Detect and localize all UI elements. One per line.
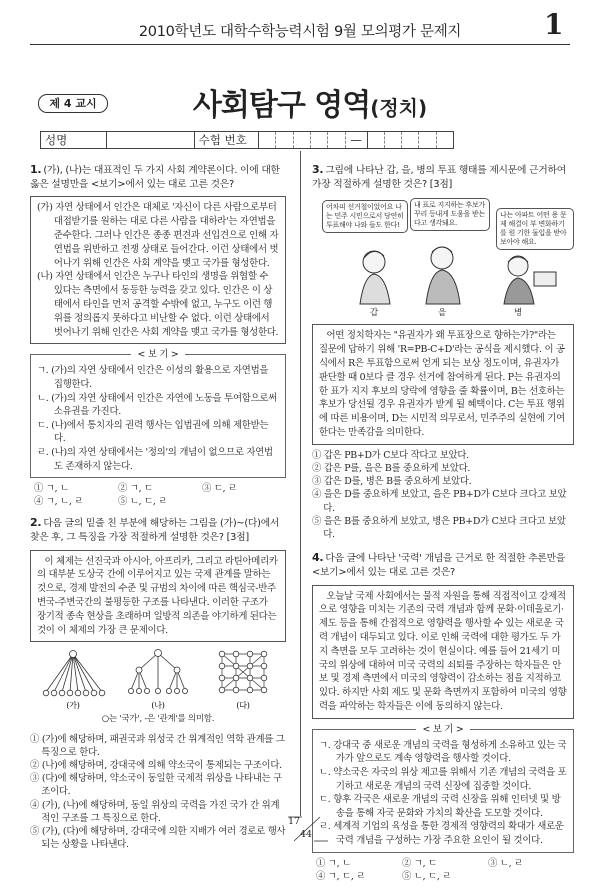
exam-no-digit[interactable]: [294, 132, 311, 148]
question-3-options: [312, 449, 574, 541]
name-label: 성명: [41, 132, 107, 148]
cartoon-figures: [312, 196, 574, 306]
option-3[interactable]: ③ (다)에 해당하며, 약소국이 동일한 국제적 위상을 나타내는 구조이다.: [30, 773, 282, 798]
bogi-item: ㄷ. (나)에서 통치자의 권력 행사는 입법권에 의해 제한받는다.: [37, 419, 269, 445]
exam-no-digit[interactable]: [402, 132, 419, 148]
speech-bubble-byeong: 나는 아파트 어떤 용 문제 해결이 부 변화하기를 원 기한 둘입을 받아 보아야 해요.: [496, 208, 574, 250]
person-gap-label: 갑: [370, 308, 378, 319]
option-5[interactable]: ⑤ (가), (다)에 해당하며, 강대국에 의한 지배가 여러 경로로 행사되는 상황을 나타낸다.: [30, 825, 286, 851]
option-3[interactable]: ③ ㄴ, ㄹ: [488, 857, 523, 869]
question-1-stem: 1. (가), (나)는 대표적인 두 가지 사회 계약론이다. 이에 대한 옳은 설명만을 <보기>에서 있는 대로 고른 것은?: [30, 163, 280, 191]
subject-paren: (정치): [370, 96, 428, 120]
option-4[interactable]: ④ 을은 D를 중요하게 보았고, 을은 PB+D가 C보다 크다고 보았다.: [312, 489, 567, 514]
exam-no-digit[interactable]: [368, 132, 385, 148]
option-2[interactable]: ② ㄱ, ㄷ: [402, 857, 437, 869]
person-byeong-label: 병: [514, 308, 522, 319]
exam-no-digit[interactable]: [385, 132, 402, 148]
bogi-item: ㄱ. 강대국 중 새로운 개념의 국력을 형성하게 소유하고 있는 국가가 앞으로도 계속 영향력을 행사할 것이다.: [319, 739, 567, 765]
question-2-stem: 2. 다음 글의 밑줄 친 부분에 해당하는 그림을 (가)~(다)에서 찾은 후, 그 특징을 가장 적절하게 설명한 것은? [3점]: [30, 516, 280, 544]
option-4[interactable]: ④ (가), (나)에 해당하며, 동일 위상의 국력을 가진 국가 간 위계적인 구조를 그 특징으로 한다.: [30, 799, 280, 824]
question-2-options: [30, 733, 286, 852]
figure-da-network: [210, 648, 276, 710]
passage-ga: (가) 자연 상태에서 인간은 대체로 '자신이 다른 사람으로부터 대접받기를 원하는 대로 다른 사람을 대하라'는 자연법을 준수한다. 그러나 인간은 종종 편견과 선입견으로 인해 자연법을 위반하고 전쟁 상태로 들어간다. 이런 상태에서 벗어나기 위해 인간은 사회 계약을 맺고 국가를 형성한다.: [37, 202, 279, 269]
exam-no-label: 수험 번호: [195, 132, 260, 148]
question-2-figures: [30, 648, 286, 710]
name-field[interactable]: [107, 132, 194, 148]
option-4[interactable]: ④ ㄱ, ㄷ, ㄹ: [316, 870, 366, 882]
figure-na-label: (나): [151, 701, 165, 711]
option-5[interactable]: ⑤ ㄴ, ㄷ, ㄹ: [402, 870, 452, 882]
question-4-stem: 4. 다음 글에 나타난 '국력' 개념을 근거로 한 적절한 추론만을 <보기>에서 있는 대로 고른 것은?: [312, 551, 566, 579]
option-1[interactable]: ① ㄱ, ㄴ: [34, 483, 69, 495]
option-1[interactable]: ① (가)에 해당하며, 패권국과 위성국 간 위계적인 역학 관계를 그 특징으로 한다.: [30, 733, 285, 758]
exam-no-digit[interactable]: [328, 132, 345, 148]
exam-title: 2010학년도 대학수학능력시험 9월 모의평가 문제지: [138, 24, 462, 40]
exam-no-digit[interactable]: [276, 132, 293, 148]
subject-title: [160, 80, 460, 124]
exam-no-digit[interactable]: [437, 132, 453, 148]
exam-no-digit[interactable]: [311, 132, 328, 148]
option-1[interactable]: ① ㄱ, ㄴ: [316, 857, 351, 869]
left-column: [30, 163, 286, 857]
page-total: 44: [300, 829, 313, 840]
bogi-title: < 보 기 >: [416, 724, 469, 735]
right-column: [312, 163, 574, 891]
question-3-stem: 3. 그림에 나타난 갑, 을, 병의 투표 행태를 제시문에 근거하여 가장 적절하게 설명한 것은? [3점]: [312, 163, 566, 191]
question-3-passage: 어떤 정치학자는 "유권자가 왜 투표장으로 향하는가?"라는 질문에 답하기 위해 'R=PB-C+D'라는 공식을 제시했다. 이 공식에서 R은 투표함으로써 얻게 되는 보상 정도이며, 유권자가 판단할 때 0보다 클 경우 선거에 참여하게 된다. P는 유권자의 한 표가 지지 후보의 당락에 영향을 줄 확률이며, B는 선호하는 후보가 당선될 경우 유권자가 받게 될 혜택이다. C는 투표 행위에 따른 비용이며, D는 시민적 의무로서, 민주주의 실현에 기여한다는 만족감을 의미한다.: [312, 324, 574, 444]
person-eul-label: 을: [438, 308, 446, 319]
subject-main: 사회탐구 영역: [192, 88, 371, 123]
passage-na: (나) 자연 상태에서 인간은 누구나 타인의 생명을 위협할 수 있다는 측면에서 동등한 능력을 갖고 있다. 인간은 이 상태에서 타인을 먼저 공격할 수밖에 없고, 누구도 이런 행위를 정의롭지 못하다고 비난할 수 없다. 이런 상태에서 벗어나기 위해 인간은 사회 계약을 맺고 국가를 형성한다.: [37, 271, 279, 338]
figure-na-tree: [125, 648, 191, 710]
page-indicator: [288, 816, 328, 842]
bogi-item: ㄹ. 세계적 기업의 육성을 통한 경제적 영향력의 확대가 새로운 국력 개념을 구성하는 가장 주요한 요인이 될 것이다.: [319, 821, 564, 846]
question-4-bogi: [312, 723, 574, 853]
question-4-passage: 오늘날 국제 사회에서는 물적 자원을 통해 직접적이고 강제적으로 영향을 미치는 기존의 국력 개념과 함께 문화·이데올로기·제도 등을 통해 간접적으로 영향력을 행사할 수 있는 새로운 국력 개념이 대두되고 있다. 이로 인해 국력에 대한 평가도 두 가지 측면을 모두 고려하는 것이 현실이다. 예를 들어 21세기 미국의 위상에 대하여 미국 국력의 쇠퇴를 주장하는 학자들은 안보 및 경제 측면에서 미국의 영향력이 감소하는 점을 지적하고 있다. 하지만 사회 제도 및 문화 측면까지 포함하여 미국의 영향력을 파악하는 학자들은 이에 동의하지 않는다.: [312, 585, 574, 719]
header-rule: [30, 44, 570, 45]
figure-ga-label: (가): [66, 701, 80, 711]
figure-ga-hierarchy: [40, 648, 106, 710]
option-5[interactable]: ⑤ ㄴ, ㄷ, ㄹ: [118, 496, 168, 508]
column-divider: [300, 151, 301, 816]
option-5[interactable]: ⑤ 을은 B를 중요하게 보았고, 병은 PB+D가 C보다 크다고 보았다.: [312, 515, 566, 540]
option-1[interactable]: ① 갑은 PB+D가 C보다 작다고 보았다.: [312, 449, 469, 461]
exam-no-digit[interactable]: [419, 132, 436, 148]
bogi-item: ㄹ. (나)의 자연 상태에서는 '정의'의 개념이 없으므로 자연법도 존재하지 않는다.: [37, 446, 273, 472]
option-4[interactable]: ④ ㄱ, ㄴ, ㄹ: [34, 496, 84, 508]
option-2[interactable]: ② 갑은 P를, 을은 B를 중요하게 보았다.: [312, 462, 471, 474]
question-1-passage: [30, 196, 286, 344]
speech-bubble-eul: 내 표로 지지하는 후보가 꾸리 등내게 도움을 받는다고 생각돼요.: [410, 198, 490, 231]
figure-da-label: (다): [236, 701, 250, 711]
figure-caption: ○는 '국가', -은 '관계'를 의미함.: [101, 714, 215, 725]
option-2[interactable]: ② (나)에 해당하며, 강대국에 의해 약소국이 통제되는 구조이다.: [30, 759, 282, 771]
page-current: 17: [288, 816, 301, 827]
exam-no-digit[interactable]: [259, 132, 276, 148]
exam-no-dash: —: [346, 132, 368, 148]
option-3[interactable]: ③ 갑은 D를, 병은 B를 중요하게 보았다.: [312, 476, 472, 488]
bogi-title: < 보 기 >: [131, 349, 184, 360]
speech-bubble-gap: 어차피 선거철이었어요 나는 민주 시민으로서 당연히 투표해야 나와 들도 한다!: [322, 200, 408, 233]
question-4-options: [316, 857, 574, 883]
option-2[interactable]: ② ㄱ, ㄷ: [118, 483, 153, 495]
question-2-passage: 이 체제는 선진국과 아시아, 아프리카, 그리고 라틴아메리카의 대부분 도상국 간에 이루어지고 있는 국제 관계를 말하는 것으로, 경제 발전의 수준 및 규범의 차이에 따른 핵심국-반주변국-주변국간의 불평등한 구조를 나타낸다. 이러한 구조가 장기적 종속 현상을 초래하며 일방적 의존을 야기하게 된다는 것이 이 체제의 가장 큰 문제이다.: [30, 550, 286, 643]
option-3[interactable]: ③ ㄷ, ㄹ: [202, 483, 237, 495]
bogi-item: ㄴ. (가)의 자연 상태에서 인간은 자연에 노동을 투여함으로써 소유권을 가진다.: [37, 392, 278, 418]
question-1-bogi: [30, 349, 286, 478]
session-badge: 제 4 교시: [38, 94, 108, 113]
question-3-cartoon: [312, 196, 574, 318]
bogi-item: ㄷ. 향후 각국은 새로운 개념의 국력 신장을 위해 인터넷 및 방송을 통해 자국 문화와 가치의 확산을 도모할 것이다.: [319, 794, 561, 819]
student-id-row: [40, 131, 454, 149]
page-number: 1: [544, 8, 564, 41]
bogi-item: ㄱ. (가)의 자연 상태에서 인간은 이성의 활용으로 자연법을 집행한다.: [37, 365, 269, 390]
question-1-options: [34, 482, 286, 508]
bogi-item: ㄴ. 약소국은 자국의 위상 제고를 위해서 기존 개념의 국력을 포기하고 새로운 개념의 국력 신장에 집중할 것이다.: [319, 766, 567, 792]
